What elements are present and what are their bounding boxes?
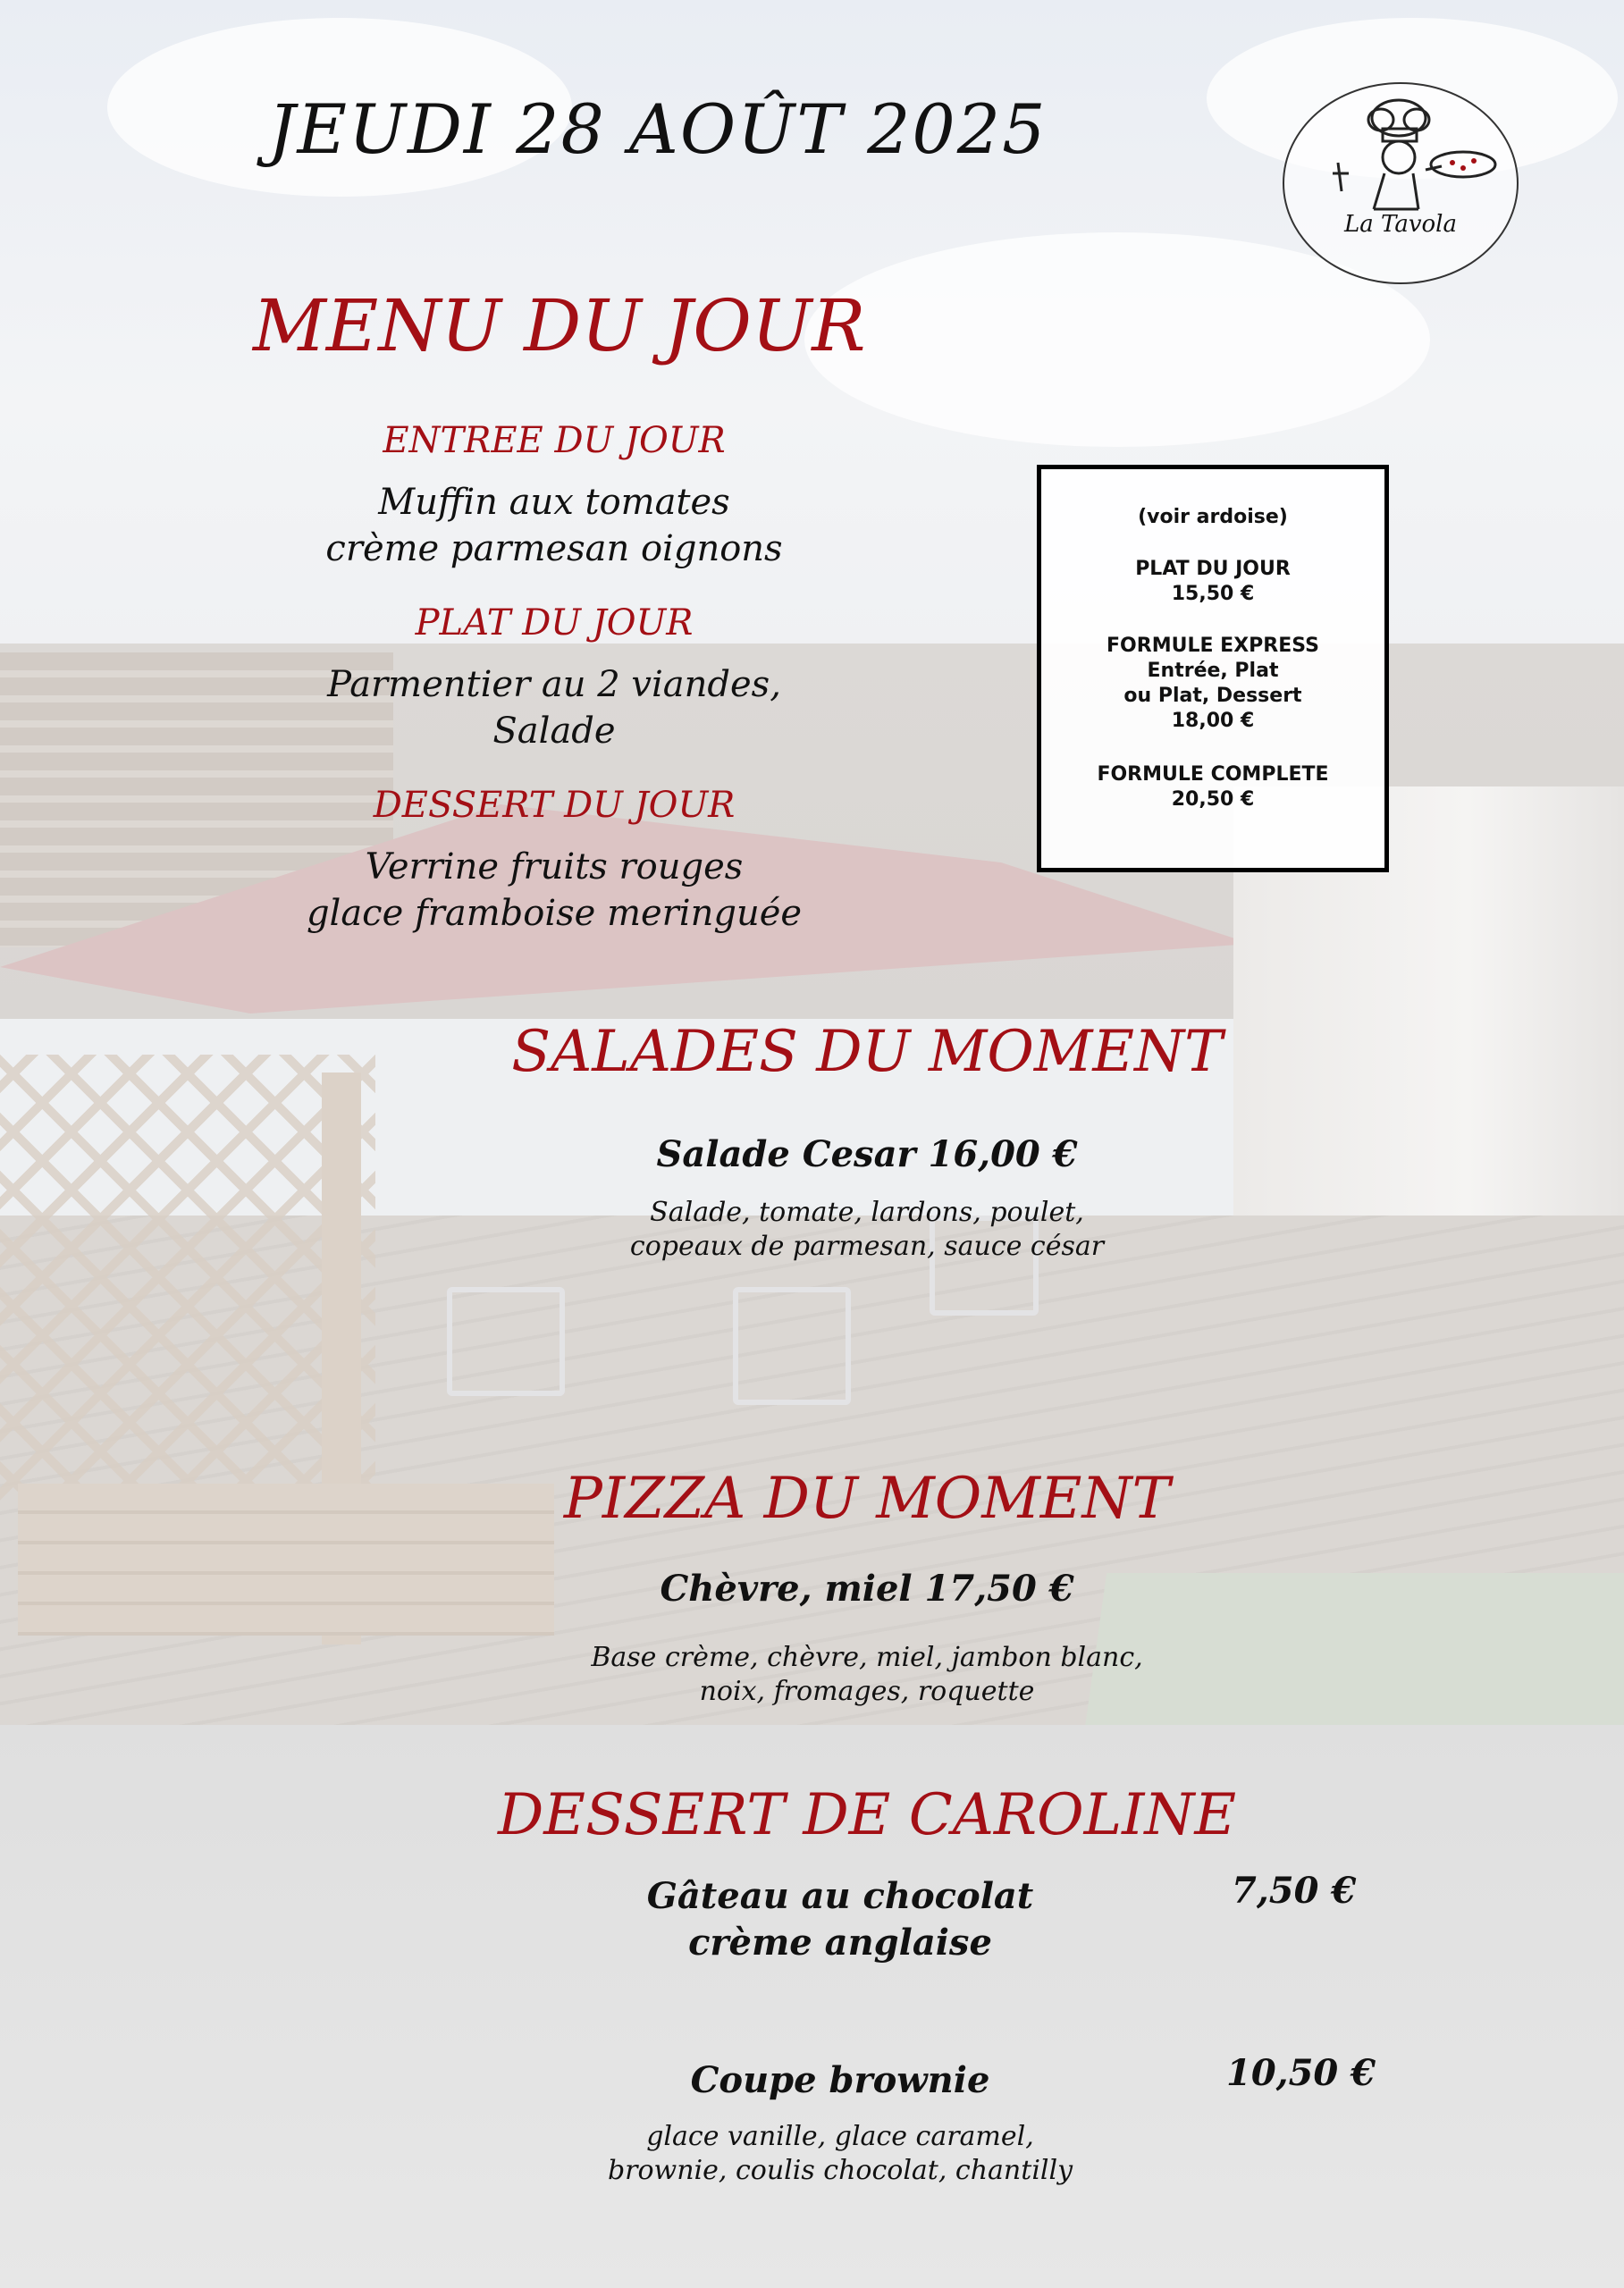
dessert-line-1: Verrine fruits rouges [365, 846, 744, 887]
dessert-item-2-price: 10,50 € [1226, 2052, 1376, 2094]
price-box [1037, 465, 1389, 872]
price-box-note: (voir ardoise) [1138, 506, 1288, 528]
plat-line-2: Salade [492, 711, 616, 752]
desserts-title: DESSERT DE CAROLINE [497, 1782, 1237, 1848]
entree-line-1: Muffin aux tomates [378, 482, 730, 523]
entree-label: ENTREE DU JOUR [383, 420, 726, 461]
dessert-item-1-line-1: Gâteau au chocolat [646, 1875, 1034, 1917]
dessert-item-2-desc-line-1: glace vanille, glace caramel, [646, 2121, 1034, 2152]
entree-line-2: crème parmesan oignons [325, 528, 783, 569]
dessert-label: DESSERT DU JOUR [373, 785, 736, 826]
dessert-item-2-desc-line-2: brownie, coulis chocolat, chantilly [607, 2155, 1073, 2186]
salades-title: SALADES DU MOMENT [511, 1019, 1223, 1085]
salade-cesar-item: Salade Cesar 16,00 € [656, 1133, 1078, 1175]
dessert-item-1-price: 7,50 € [1232, 1870, 1357, 1912]
price-box-express-label: FORMULE EXPRESS [1107, 635, 1319, 657]
salade-desc-line-1: Salade, tomate, lardons, poulet, [650, 1197, 1084, 1228]
plat-label: PLAT DU JOUR [415, 602, 694, 644]
dessert-item-1-line-2: crème anglaise [688, 1922, 992, 1964]
menu-du-jour-title: MENU DU JOUR [253, 284, 866, 367]
salade-desc-line-2: copeaux de parmesan, sauce césar [629, 1231, 1105, 1262]
date-heading: JEUDI 28 AOÛT 2025 [268, 89, 1048, 169]
dessert-line-2: glace framboise meringuée [306, 893, 803, 934]
price-box-express-line-1: Entrée, Plat [1147, 660, 1279, 682]
logo-text: La Tavola [1343, 211, 1457, 238]
pizza-title: PIZZA DU MOMENT [563, 1466, 1171, 1532]
price-box-complete-label: FORMULE COMPLETE [1097, 763, 1329, 786]
price-box-plat-price: 15,50 € [1171, 583, 1255, 605]
price-box-express-price: 18,00 € [1171, 710, 1255, 732]
price-box-plat-label: PLAT DU JOUR [1135, 558, 1291, 580]
pizza-item: Chèvre, miel 17,50 € [660, 1568, 1074, 1610]
plat-line-1: Parmentier au 2 viandes, [327, 664, 781, 705]
pizza-desc-line-2: noix, fromages, roquette [699, 1676, 1035, 1707]
price-box-express-line-2: ou Plat, Dessert [1123, 685, 1302, 707]
pizza-desc-line-1: Base crème, chèvre, miel, jambon blanc, [591, 1642, 1143, 1673]
dessert-item-2: Coupe brownie [690, 2059, 990, 2101]
logo [1283, 82, 1519, 284]
price-box-complete-price: 20,50 € [1171, 788, 1255, 811]
chef-icon [1284, 84, 1517, 218]
